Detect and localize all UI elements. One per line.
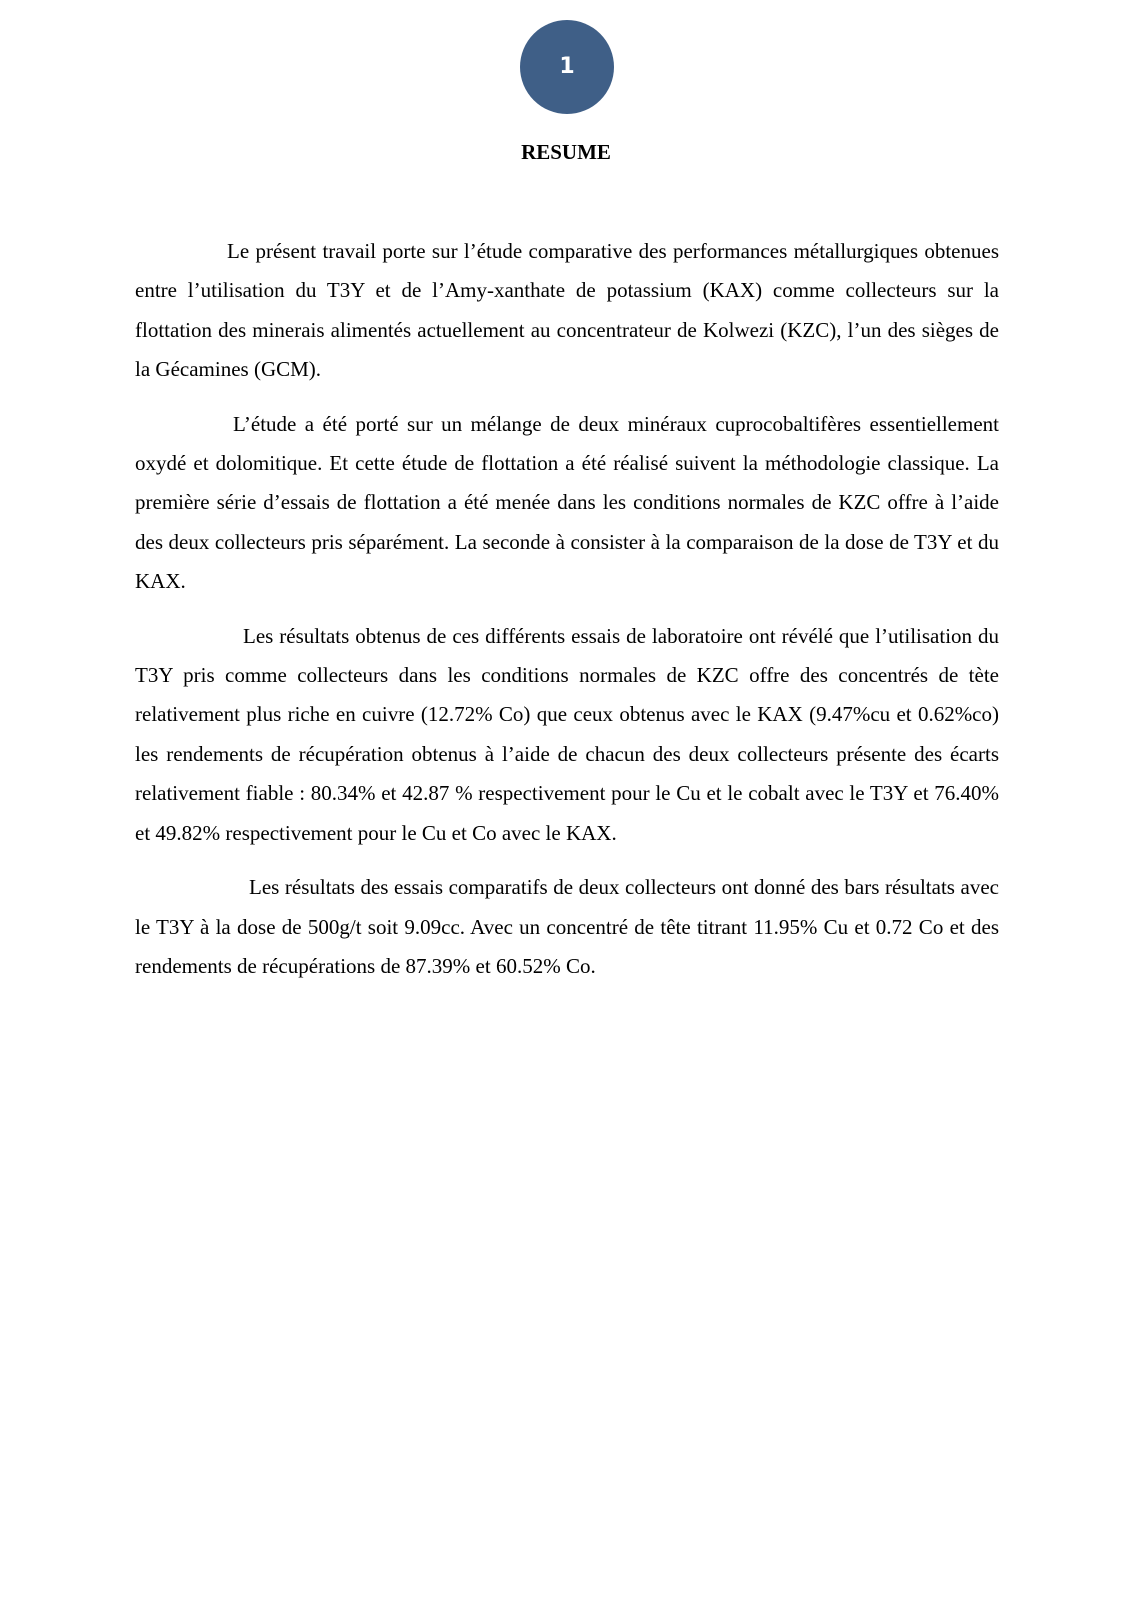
abstract-paragraph-3: Les résultats obtenus de ces différents essais de laboratoire ont révélé que l’utilisation du T3Y pris comme collecteurs dans les conditions normales de KZC offre des concentrés de tète relativement plus riche en cuivre (12.72% Co) que ceux obtenus avec le KAX (9.47%cu et 0.62%co) les rendements de récupération obtenus à l’aide de chacun des deux collecteurs présente des écarts relativement fiable : 80.34% et 42.87 % respectivement pour le Cu et le cobalt avec le T3Y et 76.40% et 49.82% respectivement pour le Cu et Co avec le KAX. [135,623,999,845]
abstract-paragraph-2: L’étude a été porté sur un mélange de deux minéraux cuprocobaltifères essentiellement oxydé et dolomitique. Et cette étude de flottation a été réalisé suivent la méthodologie classique. La première série d’essais de flottation a été menée dans les conditions normales de KZC offre à l’aide des deux collecteurs pris séparément. La seconde à consister à la comparaison de la dose de T3Y et du KAX. [135,411,999,594]
page-title: RESUME [521,140,611,164]
abstract-body [135,232,999,1001]
abstract-paragraph-1: Le présent travail porte sur l’étude comparative des performances métallurgiques obtenues entre l’utilisation du T3Y et de l’Amy-xanthate de potassium (KAX) comme collecteurs sur la flottation des minerais alimentés actuellement au concentrateur de Kolwezi (KZC), l’un des sièges de la Gécamines (GCM). [135,239,999,382]
page-number: 1 [559,54,575,79]
page-number-badge [520,20,614,114]
abstract-paragraph-4: Les résultats des essais comparatifs de deux collecteurs ont donné des bars résultats avec le T3Y à la dose de 500g/t soit 9.09cc. Avec un concentré de tête titrant 11.95% Cu et 0.72 Co et des rendements de récupérations de 87.39% et 60.52% Co. [135,875,999,978]
